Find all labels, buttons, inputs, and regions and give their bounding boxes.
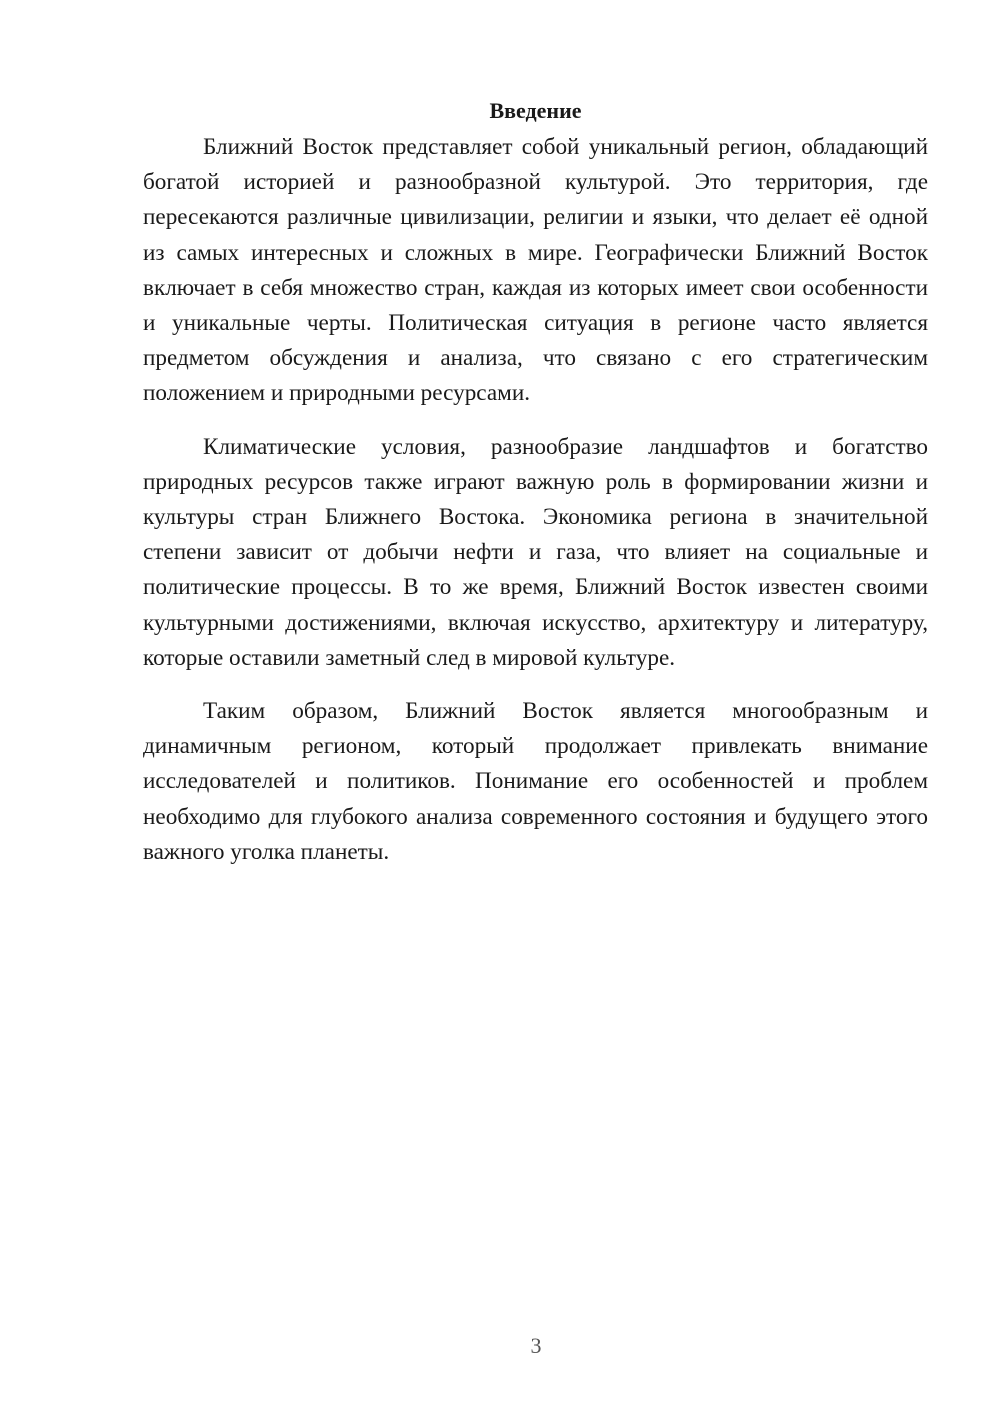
paragraph-1: Ближний Восток представляет собой уникальный регион, обладающий богатой историей и разнообразной культурой. Это территория, где пересекаются различные цивилизации, религии и языки, что делает её одной из самых интересных и сложных в мире. Географически Ближний Восток включает в себя множество стран, каждая из которых имеет свои особенности и уникальные черты. Политическая ситуация в регионе часто является предметом обсуждения и анализа, что связано с его стратегическим положением и природными ресурсами. [143, 134, 928, 407]
paragraph-3: Таким образом, Ближний Восток является многообразным и динамичным регионом, который продолжает привлекать внимание исследователей и политиков. Понимание его особенностей и проблем необходимо для глубокого анализа современного состояния и будущего этого важного уголка планеты. [143, 698, 928, 865]
paragraph-2: Климатические условия, разнообразие ландшафтов и богатство природных ресурсов также играют важную роль в формировании жизни и культуры стран Ближнего Востока. Экономика региона в значительной степени зависит от добычи нефти и газа, что влияет на социальные и политические процессы. В то же время, Ближний Восток известен своими культурными достижениями, включая искусство, архитектуру и литературу, которые оставили заметный след в мировой культуре. [143, 433, 928, 671]
page-number: 3 [530, 1333, 542, 1358]
section-heading: Введение [489, 98, 582, 123]
document-body [143, 96, 928, 888]
